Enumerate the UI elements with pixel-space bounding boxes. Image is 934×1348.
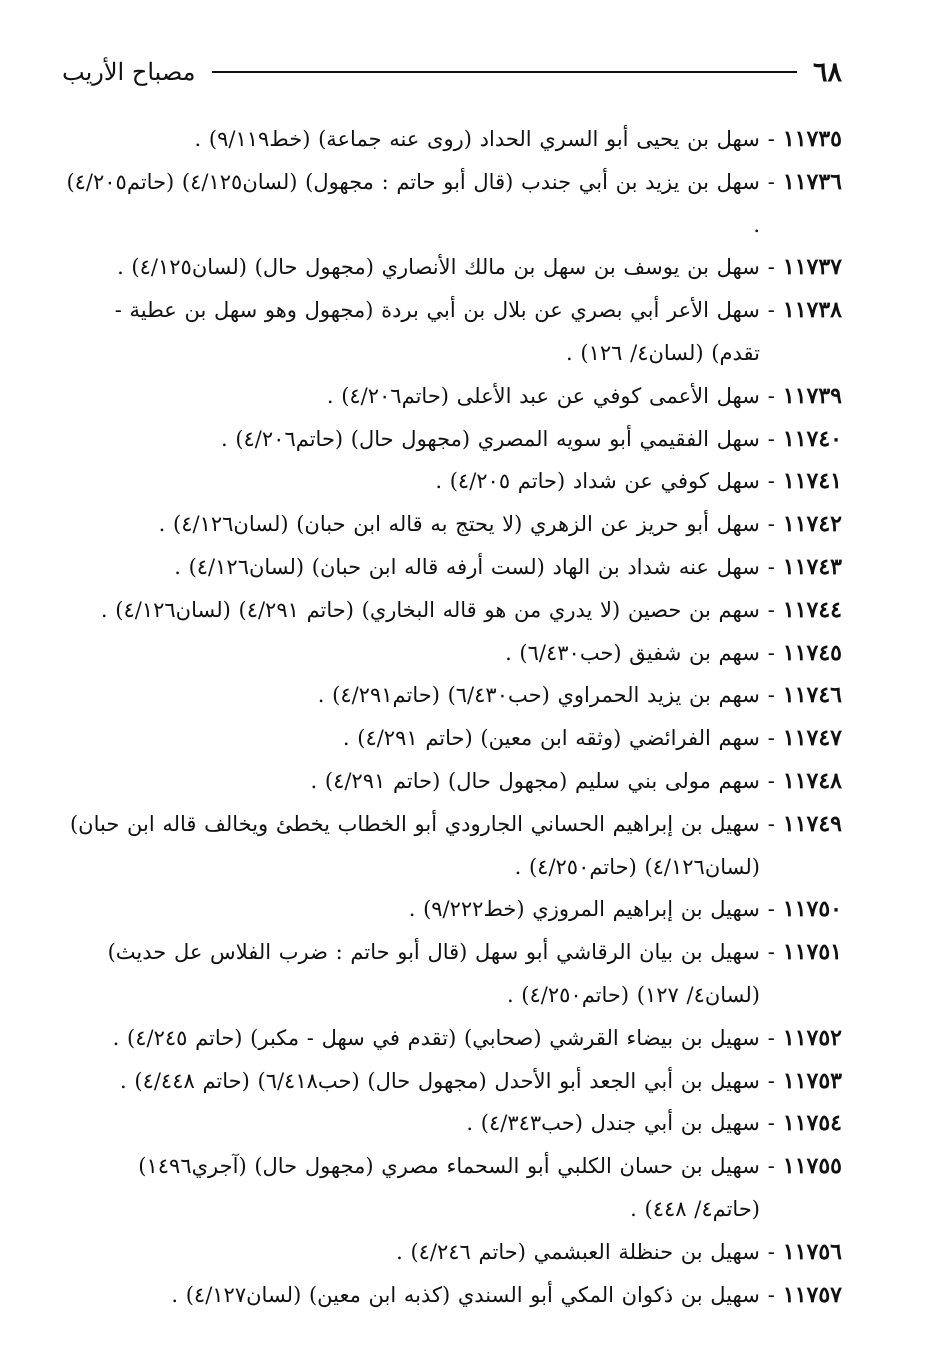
- list-item: [66, 503, 842, 546]
- entry-dash: -: [767, 169, 775, 194]
- entry-text: سهم الفرائضي (وثقه ابن معين) (حاتم ٤/٢٩١) .: [342, 726, 760, 751]
- entry-number: ١١٧٥٠: [782, 896, 842, 923]
- entry-number: ١١٧٤٩: [782, 810, 842, 837]
- page-header: [62, 52, 842, 92]
- entry-number: ١١٧٤٥: [782, 639, 842, 666]
- list-item: [66, 1017, 842, 1060]
- entry-text: سهل بن يزيد بن أبي جندب (قال أبو حاتم : مجهول) (لسان٤/١٢٥) (حاتم٤/٢٠٥) .: [66, 169, 760, 237]
- list-item: [66, 460, 842, 503]
- list-item: [66, 717, 842, 760]
- entry-dash: -: [767, 1282, 775, 1307]
- entry-dash: -: [767, 469, 775, 494]
- entry-text: سهل بن يحيى أبو السري الحداد (روى عنه جماعة) (خط٩/١١٩) .: [194, 127, 760, 151]
- list-item: [66, 1060, 842, 1103]
- entry-number: ١١٧٥١: [782, 939, 842, 966]
- list-item: [66, 546, 842, 589]
- list-item: [66, 1102, 842, 1145]
- entry-dash: -: [767, 298, 775, 323]
- entry-dash: -: [767, 383, 775, 408]
- entry-dash: -: [767, 940, 775, 965]
- entry-text: سهل الأعر أبي بصري عن بلال بن أبي بردة (مجهول وهو سهل بن عطية - تقدم) (لسان٤/ ١٢٦) .: [114, 298, 760, 365]
- entry-number: ١١٧٣٧: [782, 254, 842, 281]
- entry-list: [66, 118, 842, 1316]
- entry-dash: -: [767, 811, 775, 836]
- page-number: ٦٨: [812, 56, 842, 88]
- list-item: [66, 375, 842, 418]
- list-item: [66, 1274, 842, 1317]
- entry-dash: -: [767, 897, 775, 922]
- entry-number: ١١٧٤٧: [782, 725, 842, 752]
- list-item: [66, 760, 842, 803]
- list-item: [66, 888, 842, 931]
- entry-text: سهم بن شفيق (حب٦/٤٣٠) .: [505, 640, 760, 665]
- entry-text: سهيل بن حسان الكلبي أبو السحماء مصري (مجهول حال) (آجري١٤٩٦) (حاتم٤/ ٤٤٨) .: [138, 1154, 760, 1221]
- entry-dash: -: [767, 1239, 775, 1264]
- list-item: [66, 246, 842, 289]
- entry-dash: -: [767, 768, 775, 793]
- entry-text: سهيل بن إبراهيم الحساني الجارودي أبو الخطاب يخطئ ويخالف قاله ابن حبان) (لسان٤/١٢٦) (حاتم٤/٢٥٠) .: [69, 811, 760, 879]
- entry-dash: -: [767, 554, 775, 579]
- entry-number: ١١٧٥٦: [782, 1238, 842, 1265]
- entry-number: ١١٧٤٤: [782, 596, 842, 623]
- entry-text: سهيل بن أبي الجعد أبو الأحدل (مجهول حال) (حب٦/٤١٨) (حاتم ٤/٤٤٨) .: [120, 1068, 760, 1093]
- entry-dash: -: [767, 597, 775, 622]
- list-item: [66, 803, 842, 889]
- entry-text: سهل بن يوسف بن سهل بن مالك الأنصاري (مجهول حال) (لسان٤/١٢٥) .: [117, 255, 760, 280]
- list-item: [66, 1231, 842, 1274]
- entry-text: سهل أبو حريز عن الزهري (لا يحتج به قاله ابن حبان) (لسان٤/١٢٦) .: [158, 512, 760, 537]
- entry-number: ١١٧٣٩: [782, 382, 842, 409]
- entry-number: ١١٧٥٥: [782, 1153, 842, 1180]
- entry-text: سهيل بن إبراهيم المروزي (خط٩/٢٢٢) .: [408, 897, 760, 922]
- entry-number: ١١٧٥٤: [782, 1110, 842, 1137]
- entry-number: ١١٧٥٣: [782, 1067, 842, 1094]
- entry-text: سهيل بن أبي جندل (حب٤/٣٤٣) .: [466, 1111, 760, 1136]
- entry-text: سهل عنه شداد بن الهاد (لست أرفه قاله ابن حبان) (لسان٤/١٢٦) .: [174, 554, 760, 579]
- entry-dash: -: [767, 1154, 775, 1179]
- entry-number: ١١٧٤٦: [782, 682, 842, 709]
- entry-dash: -: [767, 1068, 775, 1093]
- list-item: [66, 161, 842, 247]
- list-item: [66, 418, 842, 461]
- entry-text: سهل كوفي عن شداد (حاتم ٤/٢٠٥) .: [435, 469, 760, 494]
- entry-number: ١١٧٣٥: [782, 126, 842, 152]
- entry-text: سهم بن حصين (لا يدري من هو قاله البخاري) (حاتم ٤/٢٩١) (لسان٤/١٢٦) .: [100, 597, 760, 622]
- entry-dash: -: [767, 726, 775, 751]
- list-item: [66, 118, 842, 161]
- entry-number: ١١٧٤٨: [782, 767, 842, 794]
- entry-number: ١١٧٤٢: [782, 511, 842, 538]
- entry-text: سهيل بن ذكوان المكي أبو السندي (كذبه ابن معين) (لسان٤/١٢٧) .: [171, 1282, 760, 1307]
- list-item: [66, 1145, 842, 1231]
- entry-dash: -: [767, 127, 775, 151]
- entry-text: سهيل بن بيضاء القرشي (صحابي) (تقدم في سهل - مكبر) (حاتم ٤/٢٤٥) .: [112, 1025, 760, 1050]
- entry-dash: -: [767, 426, 775, 451]
- list-item: [66, 289, 842, 375]
- entry-number: ١١٧٣٦: [782, 168, 842, 195]
- entry-text: سهم بن يزيد الحمراوي (حب٦/٤٣٠) (حاتم٤/٢٩١) .: [317, 683, 760, 708]
- entry-number: ١١٧٥٧: [782, 1281, 842, 1308]
- entry-dash: -: [767, 512, 775, 537]
- header-rule: [212, 71, 797, 73]
- entry-text: سهم مولى بني سليم (مجهول حال) (حاتم ٤/٢٩١) .: [310, 768, 760, 793]
- entry-number: ١١٧٥٢: [782, 1024, 842, 1051]
- entry-text: سهيل بن بيان الرقاشي أبو سهل (قال أبو حاتم : ضرب الفلاس عل حديث) (لسان٤/ ١٢٧) (حاتم٤/٢٥٠) .: [107, 940, 760, 1007]
- list-item: [66, 632, 842, 675]
- entry-number: ١١٧٤١: [782, 468, 842, 495]
- list-item: [66, 674, 842, 717]
- entry-text: سهل الأعمى كوفي عن عبد الأعلى (حاتم٤/٢٠٦) .: [326, 383, 760, 408]
- entry-number: ١١٧٤٠: [782, 425, 842, 452]
- entry-dash: -: [767, 1111, 775, 1136]
- entry-number: ١١٧٣٨: [782, 297, 842, 324]
- list-item: [66, 589, 842, 632]
- entry-text: سهيل بن حنظلة العبشمي (حاتم ٤/٢٤٦) .: [396, 1239, 760, 1264]
- list-item: [66, 931, 842, 1017]
- entry-dash: -: [767, 255, 775, 280]
- book-title: مصباح الأريب: [62, 58, 196, 86]
- entry-number: ١١٧٤٣: [782, 553, 842, 580]
- entry-dash: -: [767, 683, 775, 708]
- entry-dash: -: [767, 640, 775, 665]
- entry-dash: -: [767, 1025, 775, 1050]
- entry-text: سهل الفقيمي أبو سويه المصري (مجهول حال) (حاتم٤/٢٠٦) .: [220, 426, 760, 451]
